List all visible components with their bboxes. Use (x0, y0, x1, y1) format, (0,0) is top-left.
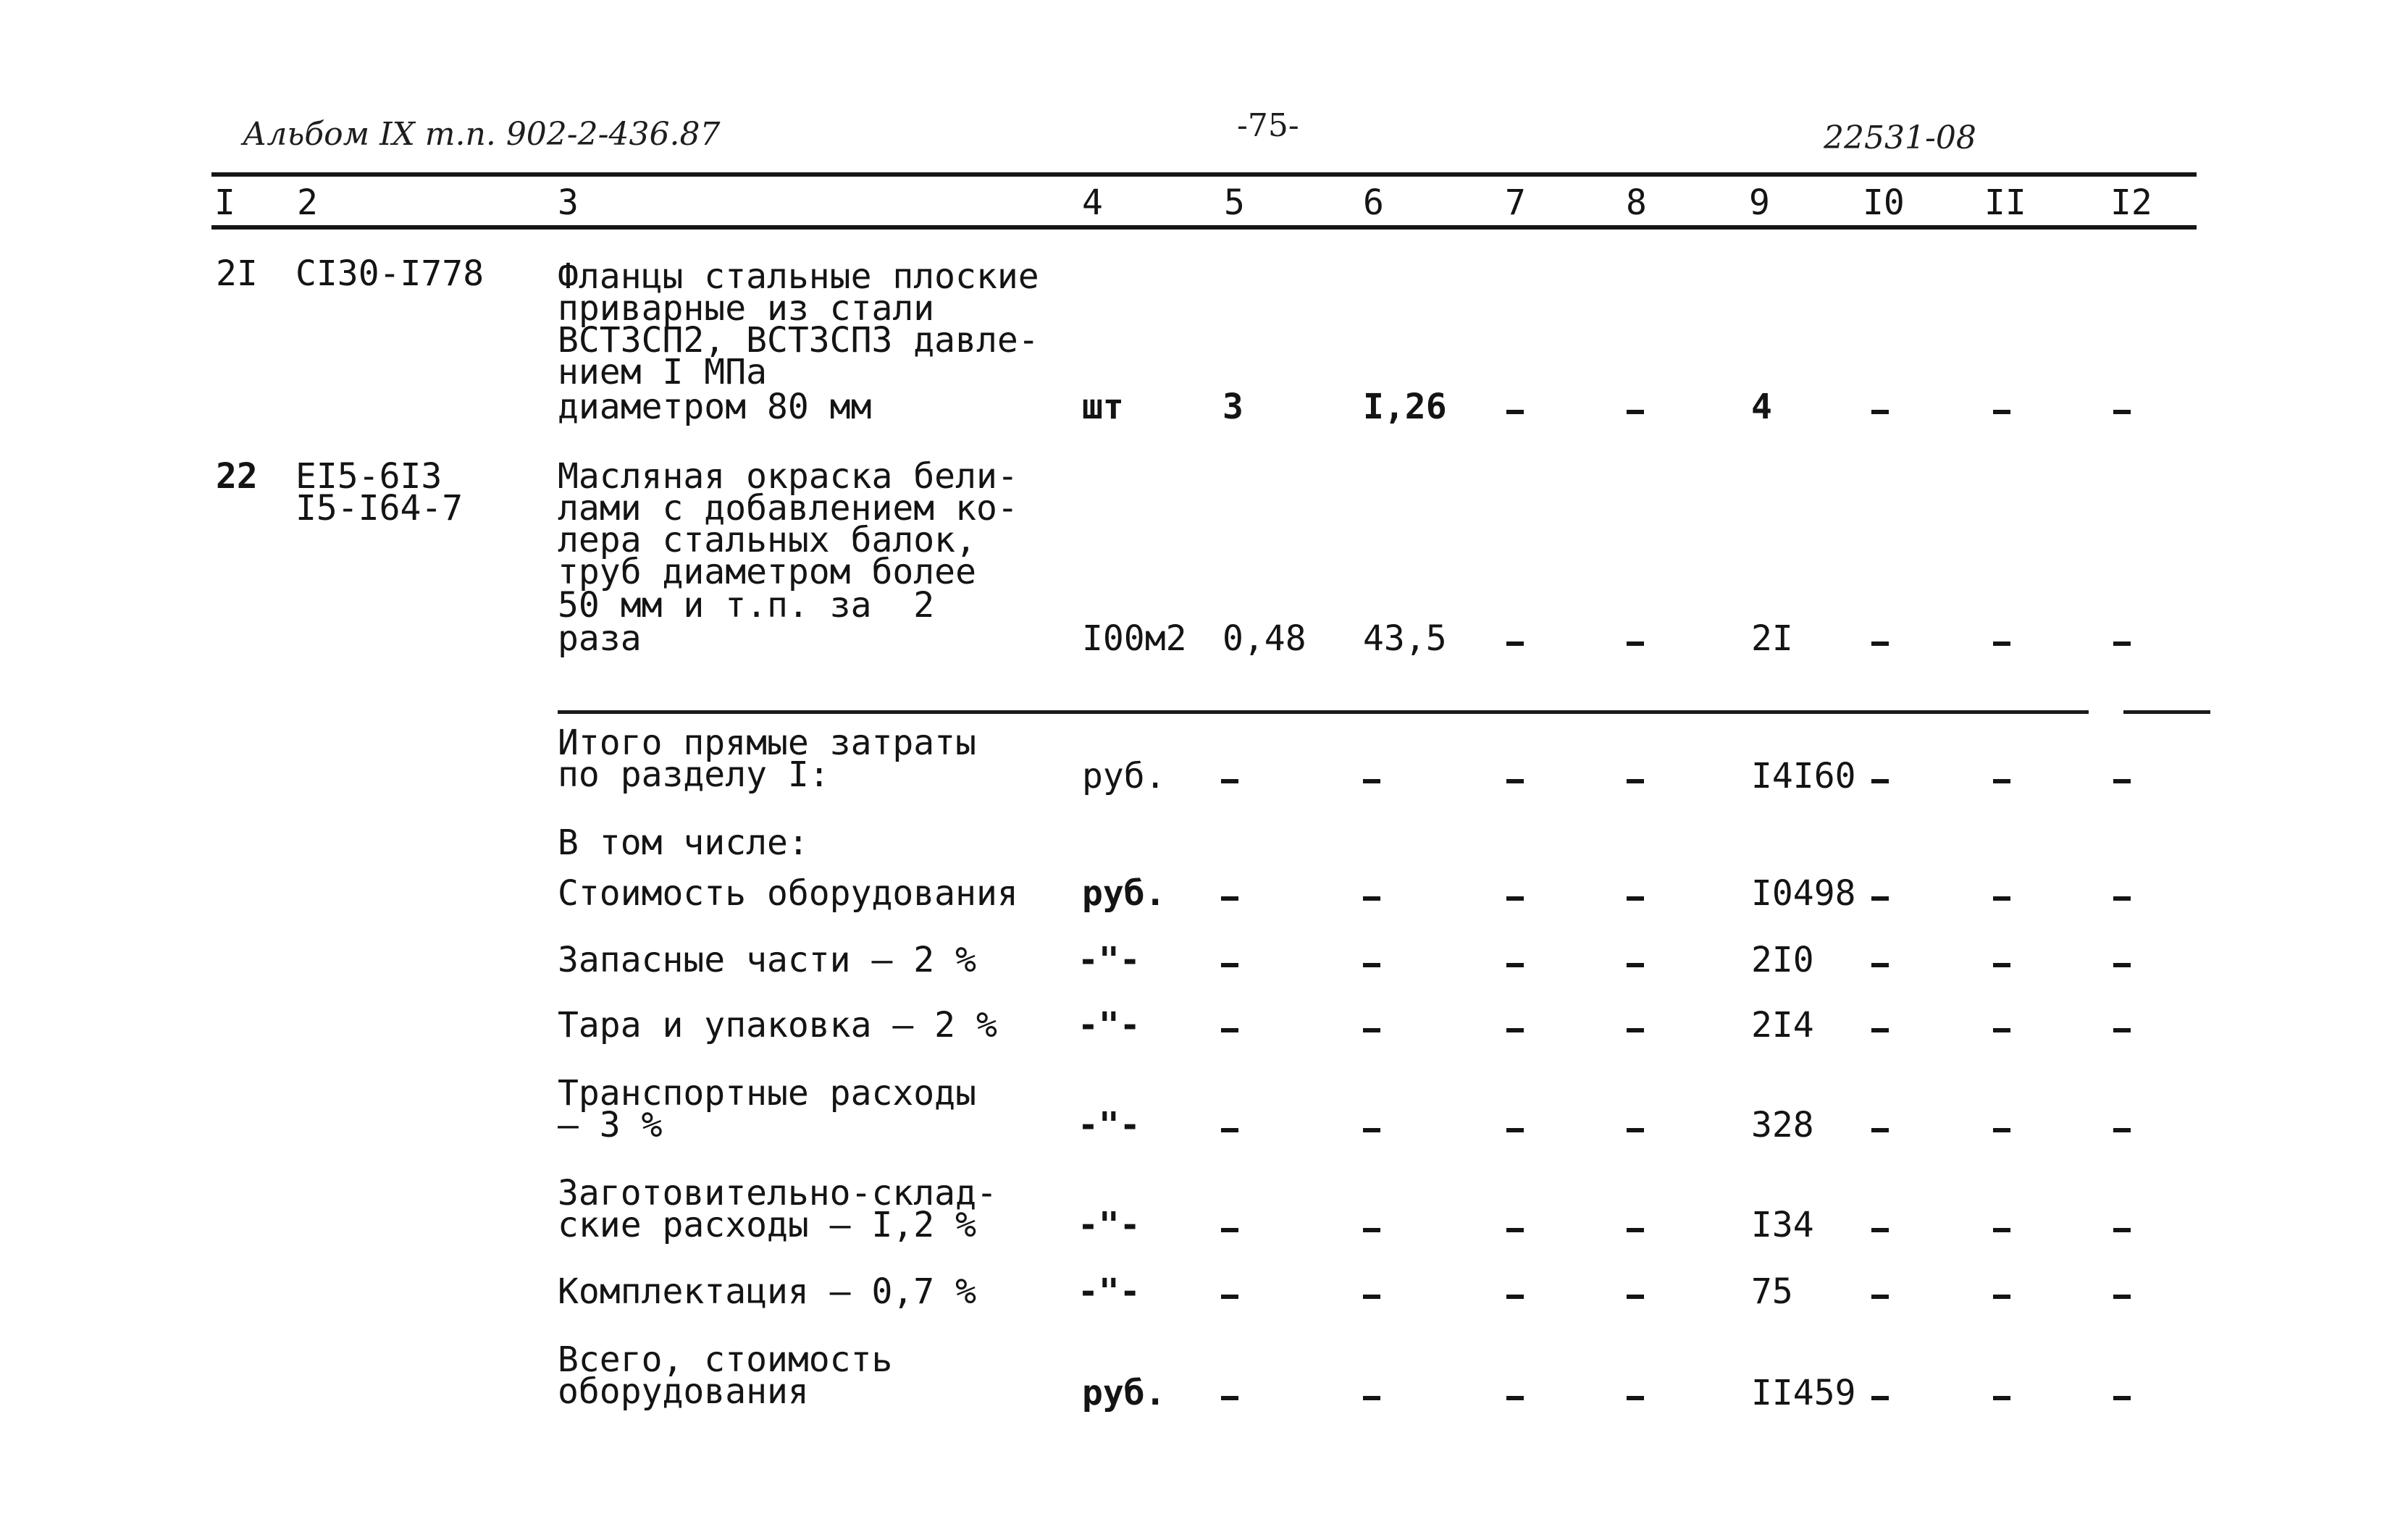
unit-cell: руб. (1082, 1373, 1166, 1413)
dash-mark (1221, 1228, 1238, 1232)
unit-cell: руб. (1082, 756, 1166, 796)
dash-mark (2113, 1396, 2131, 1400)
unit-cell: -"- (1078, 1005, 1141, 1045)
total-cell: 328 (1751, 1105, 1814, 1145)
total-cell: 4 (1751, 387, 1772, 427)
dash-mark (1506, 1396, 1524, 1400)
dash-mark (1363, 779, 1380, 783)
dash-mark (1221, 1028, 1238, 1032)
dash-mark (1627, 779, 1644, 783)
dash-mark (1363, 963, 1380, 967)
column-number: I (214, 182, 235, 223)
item-name-line: приварные из стали (558, 288, 935, 329)
rate-code: CI30-I778 (295, 253, 485, 294)
summary-separator (2123, 710, 2210, 714)
column-number: 7 (1505, 182, 1526, 223)
dash-mark (1506, 1128, 1524, 1132)
dash-mark (1871, 1028, 1889, 1032)
row-number: 22 (216, 456, 258, 497)
summary-label: Запасные части – 2 % (558, 940, 976, 980)
column-number: I0 (1863, 182, 1905, 223)
summary-label: Тара и упаковка – 2 % (558, 1005, 997, 1045)
dash-mark (1627, 896, 1644, 901)
header-bottom-rule (211, 225, 2197, 230)
dash-mark (1221, 779, 1238, 783)
unit-cell: -"- (1078, 1271, 1141, 1312)
unit-cell: руб. (1082, 873, 1166, 914)
dash-mark (1506, 1028, 1524, 1032)
dash-mark (1627, 410, 1644, 414)
column-number: II (1984, 182, 2026, 223)
dash-mark (1993, 1396, 2010, 1400)
album-reference: Альбом IX т.п. 902-2-436.87 (243, 116, 721, 153)
dash-mark (1871, 410, 1889, 414)
dash-mark (1993, 1228, 2010, 1232)
dash-mark (2113, 1295, 2131, 1299)
row-number: 2I (216, 253, 258, 294)
unit-cell: -"- (1078, 1205, 1141, 1245)
total-cell: 2I0 (1751, 940, 1814, 980)
dash-mark (1221, 1295, 1238, 1299)
total-cell: I0498 (1751, 873, 1856, 914)
dash-mark (1506, 896, 1524, 901)
unit-cell: I00м2 (1082, 618, 1187, 659)
dash-mark (2113, 1028, 2131, 1032)
item-name-line: лера стальных балок, (558, 520, 976, 560)
rate-code: EI5-6I3 (295, 456, 442, 497)
item-name-line: ВСТ3СП2, ВСТ3СП3 давле- (558, 320, 1039, 361)
dash-mark (1363, 1295, 1380, 1299)
dash-mark (1993, 896, 2010, 901)
dash-mark (2113, 963, 2131, 967)
total-cell: 2I4 (1751, 1005, 1814, 1045)
dash-mark (2113, 1228, 2131, 1232)
unit-cell: -"- (1078, 1105, 1141, 1145)
dash-mark (1993, 1295, 2010, 1299)
summary-label: Комплектация – 0,7 % (558, 1271, 976, 1312)
dash-mark (1993, 410, 2010, 414)
column-number: 9 (1749, 182, 1770, 223)
summary-label: по разделу I: (558, 754, 830, 795)
quantity-cell: 3 (1222, 387, 1243, 427)
summary-label: В том числе: (558, 822, 809, 863)
summary-label: оборудования (558, 1371, 809, 1412)
unit-cell: шт (1082, 387, 1124, 427)
dash-mark (1221, 963, 1238, 967)
dash-mark (1506, 641, 1524, 646)
dash-mark (1506, 410, 1524, 414)
column-number: I2 (2110, 182, 2152, 223)
dash-mark (2113, 1128, 2131, 1132)
summary-label: ские расходы – I,2 % (558, 1205, 976, 1245)
rate-code: I5-I64-7 (295, 488, 464, 529)
dash-mark (1993, 779, 2010, 783)
page-number: -75- (1237, 107, 1299, 144)
dash-mark (2113, 410, 2131, 414)
dash-mark (1506, 963, 1524, 967)
dash-mark (1871, 896, 1889, 901)
dash-mark (1871, 1295, 1889, 1299)
summary-label: Заготовительно-склад- (558, 1173, 997, 1213)
total-cell: I4I60 (1751, 756, 1856, 796)
total-cell: II459 (1751, 1373, 1856, 1413)
total-cell: 75 (1751, 1271, 1793, 1312)
unit-cell: -"- (1078, 940, 1141, 980)
dash-mark (1627, 1396, 1644, 1400)
summary-label: Транспортные расходы (558, 1073, 976, 1114)
column-number: 8 (1626, 182, 1647, 223)
item-name-line: лами с добавлением ко- (558, 488, 1018, 529)
dash-mark (1221, 1396, 1238, 1400)
total-cell: 2I (1751, 618, 1793, 659)
dash-mark (1221, 896, 1238, 901)
dash-mark (1993, 963, 2010, 967)
column-number: 4 (1082, 182, 1103, 223)
document-code: 22531-08 (1824, 119, 1976, 156)
col6-cell: 43,5 (1363, 618, 1447, 659)
column-number: 2 (297, 182, 318, 223)
dash-mark (1363, 896, 1380, 901)
summary-label: Итого прямые затраты (558, 723, 976, 763)
summary-separator (558, 710, 2089, 714)
summary-label: Всего, стоимость (558, 1339, 893, 1380)
dash-mark (1363, 1028, 1380, 1032)
column-number: 6 (1363, 182, 1384, 223)
dash-mark (1627, 1028, 1644, 1032)
dash-mark (2113, 779, 2131, 783)
dash-mark (1871, 1128, 1889, 1132)
dash-mark (1871, 963, 1889, 967)
dash-mark (1221, 1128, 1238, 1132)
item-name-line: труб диаметром более (558, 552, 976, 592)
item-name-line: раза (558, 618, 642, 659)
dash-mark (1363, 1228, 1380, 1232)
dash-mark (1506, 1228, 1524, 1232)
total-cell: I34 (1751, 1205, 1814, 1245)
dash-mark (1506, 779, 1524, 783)
dash-mark (2113, 641, 2131, 646)
item-name-line: диаметром 80 мм (558, 387, 872, 427)
dash-mark (1627, 641, 1644, 646)
dash-mark (1993, 1028, 2010, 1032)
dash-mark (1993, 641, 2010, 646)
dash-mark (1871, 779, 1889, 783)
dash-mark (1627, 1228, 1644, 1232)
column-number: 3 (558, 182, 579, 223)
dash-mark (2113, 896, 2131, 901)
col6-cell: I,26 (1363, 387, 1447, 427)
dash-mark (1871, 1396, 1889, 1400)
item-name-line: нием I МПа (558, 352, 767, 392)
item-name-line: Масляная окраска бели- (558, 456, 1018, 497)
dash-mark (1993, 1128, 2010, 1132)
column-number: 5 (1224, 182, 1245, 223)
dash-mark (1627, 963, 1644, 967)
header-top-rule (211, 172, 2197, 177)
item-name-line: Фланцы стальные плоские (558, 256, 1039, 297)
dash-mark (1363, 1128, 1380, 1132)
quantity-cell: 0,48 (1222, 618, 1306, 659)
summary-label: Стоимость оборудования (558, 873, 1018, 914)
dash-mark (1871, 641, 1889, 646)
item-name-line: 50 мм и т.п. за 2 (558, 585, 935, 626)
summary-label: – 3 % (558, 1105, 663, 1145)
dash-mark (1363, 1396, 1380, 1400)
dash-mark (1506, 1295, 1524, 1299)
dash-mark (1627, 1295, 1644, 1299)
dash-mark (1627, 1128, 1644, 1132)
dash-mark (1871, 1228, 1889, 1232)
